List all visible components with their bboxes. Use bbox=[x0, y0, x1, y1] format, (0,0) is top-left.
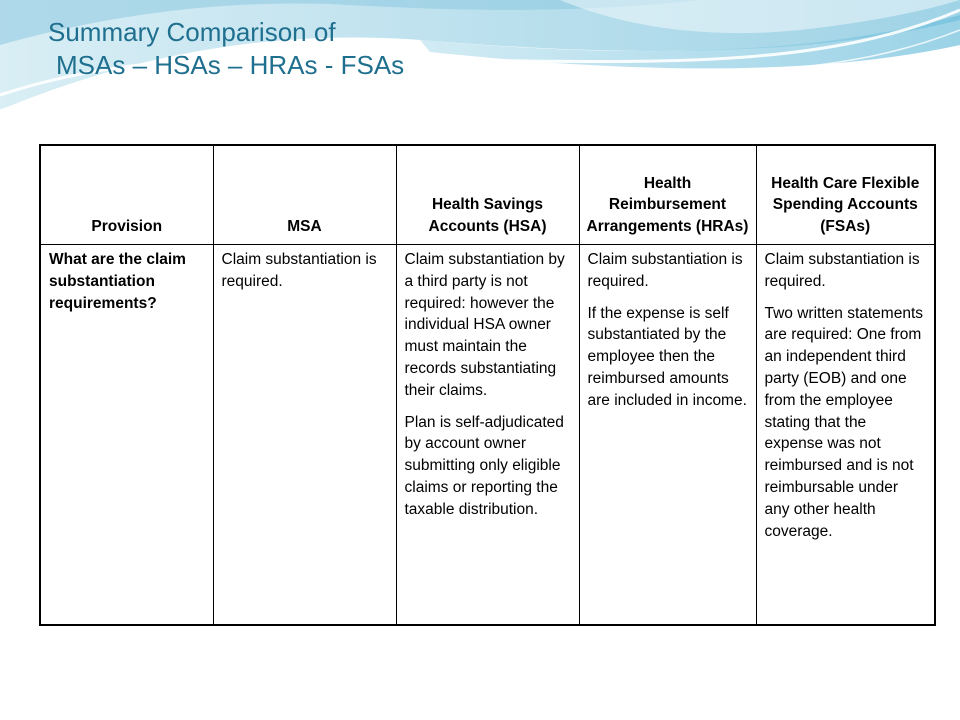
table-header-row bbox=[40, 145, 935, 245]
hsa-paragraph: Claim substantiation by a third party is not required: however the individual HSA owner must maintain the records substantiating their claims. bbox=[404, 251, 565, 399]
hsa-paragraph: Plan is self-adjudicated by account owner submitting only eligible claims or reporting the taxable distribution. bbox=[404, 413, 564, 518]
slide-title bbox=[48, 16, 404, 82]
header-hra: Health Reimbursement Arrangements (HRAs) bbox=[579, 145, 756, 245]
hra-paragraph: Claim substantiation is required. bbox=[587, 251, 743, 290]
table-row bbox=[40, 245, 935, 626]
header-hsa: Health Savings Accounts (HSA) bbox=[396, 145, 579, 245]
slide-title-line-2: MSAs – HSAs – HRAs - FSAs bbox=[56, 50, 405, 80]
hra-paragraph: If the expense is self substantiated by the employee then the reimbursed amounts are included in income. bbox=[587, 304, 747, 409]
slide-title-line-1: Summary Comparison of bbox=[48, 17, 336, 47]
cell-hra bbox=[579, 245, 756, 626]
cell-fsa bbox=[756, 245, 935, 626]
cell-msa bbox=[213, 245, 396, 626]
cell-hsa bbox=[396, 245, 579, 626]
fsa-paragraph: Claim substantiation is required. bbox=[764, 251, 920, 290]
header-provision: Provision bbox=[40, 145, 213, 245]
header-fsa: Health Care Flexible Spending Accounts (FSAs) bbox=[756, 145, 935, 245]
msa-paragraph: Claim substantiation is required. bbox=[221, 251, 377, 290]
cell-provision: What are the claim substantiation requirements? bbox=[40, 245, 213, 626]
comparison-table bbox=[39, 144, 936, 626]
header-msa: MSA bbox=[213, 145, 396, 245]
fsa-paragraph: Two written statements are required: One from an independent third party (EOB) and one from the employee stating that the expense was not reimbursed and is not reimbursable under any other health coverage. bbox=[764, 304, 924, 540]
